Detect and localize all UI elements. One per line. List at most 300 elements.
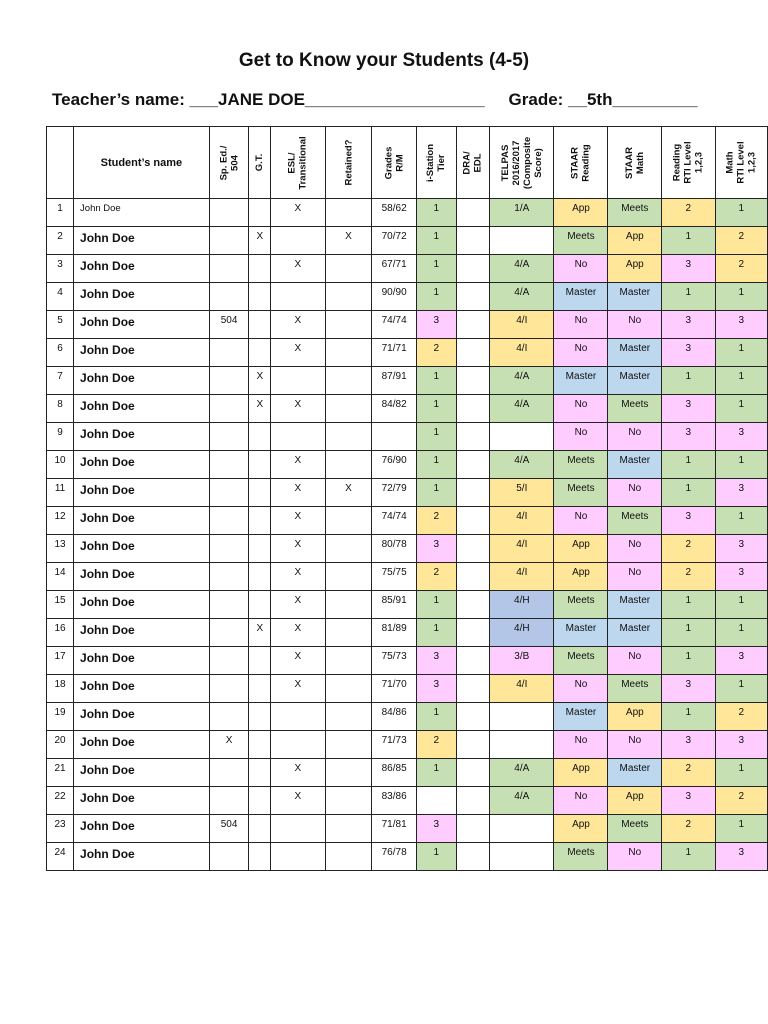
table-row	[47, 283, 768, 311]
table-cell: 2	[662, 535, 715, 563]
table-cell: 75/75	[372, 563, 416, 591]
table-cell	[456, 703, 489, 731]
table-cell	[325, 787, 372, 815]
table-cell: 1	[416, 591, 456, 619]
table-cell: 2	[416, 731, 456, 759]
column-header	[271, 127, 325, 199]
table-cell: 74/74	[372, 311, 416, 339]
table-cell: Meets	[554, 591, 608, 619]
table-cell: 1	[416, 199, 456, 227]
table-cell	[490, 843, 554, 871]
table-cell: 1	[662, 479, 715, 507]
table-cell: 3	[662, 395, 715, 423]
table-cell: 1	[416, 395, 456, 423]
table-cell: Master	[608, 451, 662, 479]
table-cell	[249, 507, 271, 535]
table-cell: 3	[715, 311, 767, 339]
table-row	[47, 843, 768, 871]
table-cell	[271, 227, 325, 255]
student-name: John Doe	[74, 507, 210, 535]
student-name: John Doe	[74, 731, 210, 759]
table-cell	[372, 423, 416, 451]
table-cell: 3/B	[490, 647, 554, 675]
table-cell	[325, 815, 372, 843]
table-cell	[325, 563, 372, 591]
table-cell: X	[249, 367, 271, 395]
table-cell	[271, 731, 325, 759]
table-cell: No	[554, 787, 608, 815]
table-cell: X	[271, 535, 325, 563]
student-name: John Doe	[74, 395, 210, 423]
table-cell	[249, 479, 271, 507]
table-cell: 4/A	[490, 367, 554, 395]
table-cell: 80/78	[372, 535, 416, 563]
table-cell: 4/I	[490, 507, 554, 535]
table-cell: 3	[662, 507, 715, 535]
table-cell	[416, 787, 456, 815]
table-cell: X	[325, 227, 372, 255]
grade-field: Grade: __5th_________	[508, 90, 698, 109]
table-cell: 5/I	[490, 479, 554, 507]
table-cell	[249, 535, 271, 563]
table-cell: 3	[662, 339, 715, 367]
table-cell	[456, 311, 489, 339]
table-cell	[490, 815, 554, 843]
table-row	[47, 815, 768, 843]
table-cell: 1	[715, 367, 767, 395]
table-cell: 1	[662, 647, 715, 675]
column-header	[608, 127, 662, 199]
table-cell: X	[249, 227, 271, 255]
table-cell	[249, 675, 271, 703]
table-cell	[456, 731, 489, 759]
table-cell: 1	[715, 339, 767, 367]
table-cell: 4/A	[490, 395, 554, 423]
table-cell	[325, 647, 372, 675]
table-cell: 71/73	[372, 731, 416, 759]
table-cell: 2	[715, 227, 767, 255]
table-cell: 1	[662, 591, 715, 619]
table-cell	[209, 563, 249, 591]
table-cell	[456, 787, 489, 815]
row-number: 20	[47, 731, 74, 759]
column-header	[209, 127, 249, 199]
table-cell: X	[271, 619, 325, 647]
row-number: 12	[47, 507, 74, 535]
column-header-label: i-Station Tier	[425, 143, 448, 182]
table-cell	[456, 619, 489, 647]
table-cell	[456, 647, 489, 675]
column-header-label: Student’s name	[100, 156, 183, 169]
table-cell: Master	[608, 367, 662, 395]
student-name: John Doe	[74, 339, 210, 367]
student-name: John Doe	[74, 367, 210, 395]
table-cell: No	[554, 731, 608, 759]
table-cell	[249, 283, 271, 311]
table-cell: 1	[416, 227, 456, 255]
table-cell: 4/A	[490, 451, 554, 479]
table-cell: 3	[715, 647, 767, 675]
table-cell: 3	[715, 563, 767, 591]
table-row	[47, 535, 768, 563]
table-cell: 3	[416, 647, 456, 675]
table-cell: Master	[608, 619, 662, 647]
table-cell	[209, 367, 249, 395]
table-cell: App	[554, 759, 608, 787]
table-cell: 87/91	[372, 367, 416, 395]
row-number: 5	[47, 311, 74, 339]
table-cell: 1	[662, 703, 715, 731]
table-cell: X	[271, 339, 325, 367]
table-cell	[249, 731, 271, 759]
table-cell: 4/I	[490, 339, 554, 367]
table-cell	[209, 255, 249, 283]
table-cell: X	[271, 759, 325, 787]
row-number: 10	[47, 451, 74, 479]
column-header	[490, 127, 554, 199]
table-cell: 4/H	[490, 619, 554, 647]
table-cell	[249, 451, 271, 479]
table-cell	[456, 451, 489, 479]
table-cell: 1/A	[490, 199, 554, 227]
table-row	[47, 675, 768, 703]
table-cell	[490, 703, 554, 731]
table-cell: 71/81	[372, 815, 416, 843]
table-cell	[271, 283, 325, 311]
table-cell: Meets	[608, 815, 662, 843]
table-cell: 1	[416, 283, 456, 311]
table-cell: 3	[715, 731, 767, 759]
table-cell: Meets	[554, 843, 608, 871]
table-row	[47, 731, 768, 759]
table-cell: X	[271, 647, 325, 675]
table-cell	[325, 451, 372, 479]
table-cell: 84/82	[372, 395, 416, 423]
table-cell: X	[271, 675, 325, 703]
student-name: John Doe	[74, 283, 210, 311]
table-cell: 2	[416, 563, 456, 591]
table-cell	[325, 535, 372, 563]
table-cell: 1	[715, 283, 767, 311]
table-cell	[325, 423, 372, 451]
table-cell: 3	[416, 675, 456, 703]
table-cell	[325, 675, 372, 703]
row-number: 7	[47, 367, 74, 395]
table-cell	[209, 339, 249, 367]
table-cell: 1	[416, 255, 456, 283]
column-header	[715, 127, 767, 199]
table-cell: 1	[416, 619, 456, 647]
column-header	[249, 127, 271, 199]
column-header-label: G.T.	[254, 153, 266, 172]
column-header-label: DRA/ EDL	[461, 150, 484, 175]
table-cell	[271, 815, 325, 843]
row-number: 14	[47, 563, 74, 591]
table-cell	[209, 759, 249, 787]
table-cell: 2	[715, 703, 767, 731]
table-cell	[209, 283, 249, 311]
table-cell	[249, 255, 271, 283]
table-cell: 1	[416, 759, 456, 787]
table-cell: X	[271, 255, 325, 283]
table-cell: App	[608, 703, 662, 731]
student-name: John Doe	[74, 199, 210, 227]
table-cell: X	[249, 619, 271, 647]
student-name: John Doe	[74, 787, 210, 815]
table-cell: X	[271, 563, 325, 591]
table-cell: No	[608, 311, 662, 339]
column-header-label: Sp. Ed./ 504	[218, 145, 241, 180]
table-cell: 1	[715, 759, 767, 787]
table-row	[47, 563, 768, 591]
row-number: 19	[47, 703, 74, 731]
table-cell: 1	[715, 815, 767, 843]
table-cell: 1	[416, 451, 456, 479]
table-row	[47, 311, 768, 339]
table-cell: Master	[608, 591, 662, 619]
table-row	[47, 339, 768, 367]
column-header	[74, 127, 210, 199]
table-cell: 2	[662, 759, 715, 787]
table-cell	[456, 535, 489, 563]
table-cell: X	[325, 479, 372, 507]
table-cell: 2	[662, 815, 715, 843]
column-header-label: ESL/ Transitional	[286, 135, 309, 190]
student-name: John Doe	[74, 423, 210, 451]
table-cell: 2	[662, 199, 715, 227]
table-cell: 76/78	[372, 843, 416, 871]
table-cell	[490, 423, 554, 451]
table-cell: X	[209, 731, 249, 759]
table-cell: 81/89	[372, 619, 416, 647]
table-cell: 1	[416, 479, 456, 507]
table-cell: No	[554, 675, 608, 703]
table-cell: No	[608, 563, 662, 591]
table-row	[47, 703, 768, 731]
table-cell: 58/62	[372, 199, 416, 227]
student-name: John Doe	[74, 843, 210, 871]
student-name: John Doe	[74, 563, 210, 591]
header-row	[47, 127, 768, 199]
table-cell	[325, 619, 372, 647]
table-cell: 4/A	[490, 255, 554, 283]
table-cell: 2	[416, 339, 456, 367]
table-cell: 76/90	[372, 451, 416, 479]
table-cell: 85/91	[372, 591, 416, 619]
table-cell: 74/74	[372, 507, 416, 535]
table-cell	[456, 815, 489, 843]
table-cell	[325, 367, 372, 395]
column-header	[325, 127, 372, 199]
column-header-label: TELPAS 2016/2017 (Composite Score)	[499, 136, 544, 189]
table-cell	[209, 591, 249, 619]
teacher-grade-line	[52, 90, 698, 110]
table-cell	[249, 339, 271, 367]
table-cell: 72/79	[372, 479, 416, 507]
row-number: 22	[47, 787, 74, 815]
student-name: John Doe	[74, 535, 210, 563]
table-cell: 75/73	[372, 647, 416, 675]
table-cell	[249, 787, 271, 815]
table-cell: 3	[715, 535, 767, 563]
table-cell: Master	[554, 619, 608, 647]
table-cell	[209, 787, 249, 815]
row-number: 17	[47, 647, 74, 675]
table-cell: 1	[416, 367, 456, 395]
table-cell	[209, 423, 249, 451]
table-cell	[456, 759, 489, 787]
table-cell: 4/A	[490, 283, 554, 311]
table-cell	[456, 423, 489, 451]
table-cell: Meets	[554, 479, 608, 507]
table-cell: Master	[608, 759, 662, 787]
table-cell	[209, 703, 249, 731]
table-cell: 4/I	[490, 675, 554, 703]
table-cell: 90/90	[372, 283, 416, 311]
table-cell: X	[271, 479, 325, 507]
table-cell	[249, 199, 271, 227]
table-cell: 1	[715, 507, 767, 535]
table-cell	[325, 591, 372, 619]
row-number: 24	[47, 843, 74, 871]
table-cell: 2	[715, 787, 767, 815]
table-cell	[456, 395, 489, 423]
student-name: John Doe	[74, 703, 210, 731]
table-cell	[209, 199, 249, 227]
table-cell	[249, 563, 271, 591]
table-cell: No	[608, 479, 662, 507]
column-header-label: STAAR Reading	[569, 143, 592, 182]
student-name: John Doe	[74, 255, 210, 283]
table-cell	[209, 535, 249, 563]
table-cell	[456, 675, 489, 703]
table-cell: 1	[715, 451, 767, 479]
table-cell: 67/71	[372, 255, 416, 283]
table-row	[47, 591, 768, 619]
table-row	[47, 479, 768, 507]
student-name: John Doe	[74, 311, 210, 339]
table-cell: 4/I	[490, 311, 554, 339]
table-cell	[490, 227, 554, 255]
table-cell: X	[271, 507, 325, 535]
table-row	[47, 451, 768, 479]
column-header	[47, 127, 74, 199]
table-cell: Master	[554, 283, 608, 311]
table-cell: 2	[715, 255, 767, 283]
table-cell	[456, 227, 489, 255]
column-header-label: Retained?	[343, 139, 355, 186]
table-cell	[325, 843, 372, 871]
table-row	[47, 255, 768, 283]
column-header-label: STAAR Math	[623, 146, 646, 179]
table-cell: 1	[662, 619, 715, 647]
table-cell	[249, 311, 271, 339]
table-cell: 1	[416, 843, 456, 871]
table-cell: 3	[715, 423, 767, 451]
table-cell: No	[608, 843, 662, 871]
table-cell: App	[608, 787, 662, 815]
table-cell: 1	[662, 227, 715, 255]
table-cell	[456, 843, 489, 871]
table-cell: X	[271, 395, 325, 423]
table-cell: 1	[416, 703, 456, 731]
table-cell: 3	[715, 843, 767, 871]
table-cell: 1	[416, 423, 456, 451]
table-cell: X	[271, 787, 325, 815]
row-number: 2	[47, 227, 74, 255]
column-header	[662, 127, 715, 199]
table-cell: 1	[715, 619, 767, 647]
table-cell	[456, 255, 489, 283]
table-cell	[325, 255, 372, 283]
row-number: 13	[47, 535, 74, 563]
table-cell	[456, 367, 489, 395]
students-table	[46, 126, 768, 871]
table-cell: 1	[662, 843, 715, 871]
table-row	[47, 199, 768, 227]
table-cell	[271, 423, 325, 451]
row-number: 21	[47, 759, 74, 787]
column-header	[554, 127, 608, 199]
table-cell: 4/I	[490, 535, 554, 563]
table-cell: 2	[416, 507, 456, 535]
table-cell: 86/85	[372, 759, 416, 787]
table-cell	[249, 815, 271, 843]
student-name: John Doe	[74, 647, 210, 675]
table-cell: 83/86	[372, 787, 416, 815]
table-cell: 2	[662, 563, 715, 591]
row-number: 23	[47, 815, 74, 843]
table-cell	[325, 703, 372, 731]
row-number: 3	[47, 255, 74, 283]
student-name: John Doe	[74, 451, 210, 479]
student-name: John Doe	[74, 479, 210, 507]
table-cell: 504	[209, 311, 249, 339]
table-cell	[209, 479, 249, 507]
table-row	[47, 423, 768, 451]
table-cell: 3	[662, 787, 715, 815]
table-cell	[456, 199, 489, 227]
table-cell	[325, 339, 372, 367]
column-header-label: Math RTI Level 1,2,3	[724, 141, 758, 184]
table-cell	[456, 479, 489, 507]
table-row	[47, 507, 768, 535]
table-cell: 71/71	[372, 339, 416, 367]
table-cell	[249, 843, 271, 871]
table-cell: 70/72	[372, 227, 416, 255]
table-cell: App	[554, 563, 608, 591]
table-cell	[325, 759, 372, 787]
table-cell: No	[554, 423, 608, 451]
table-cell: Master	[554, 367, 608, 395]
student-name: John Doe	[74, 227, 210, 255]
table-row	[47, 395, 768, 423]
row-number: 6	[47, 339, 74, 367]
table-cell: Meets	[608, 507, 662, 535]
table-row	[47, 647, 768, 675]
table-cell: 3	[416, 815, 456, 843]
table-cell	[249, 423, 271, 451]
row-number: 15	[47, 591, 74, 619]
table-cell	[456, 339, 489, 367]
table-cell: 1	[715, 675, 767, 703]
table-cell: 4/H	[490, 591, 554, 619]
table-cell: 84/86	[372, 703, 416, 731]
row-number: 16	[47, 619, 74, 647]
teacher-name-field: Teacher’s name: ___JANE DOE___________________	[52, 90, 485, 109]
table-row	[47, 787, 768, 815]
column-header	[456, 127, 489, 199]
